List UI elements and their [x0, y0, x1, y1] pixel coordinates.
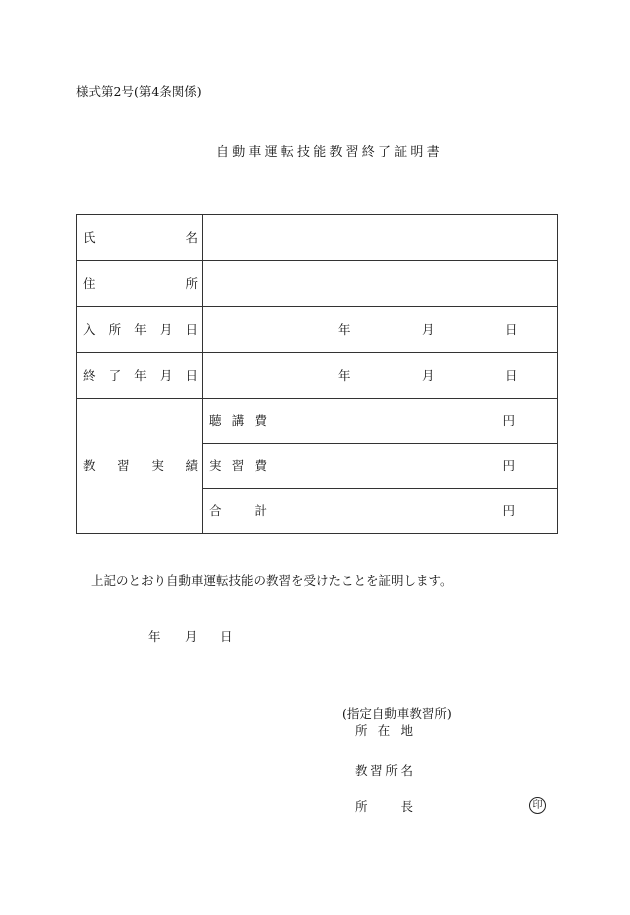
record-label-char: 実	[151, 457, 164, 473]
school-name-label-char: 名	[400, 763, 413, 778]
row-lecture-fee	[77, 399, 558, 444]
completion-label-char: 年	[134, 367, 147, 383]
completion-month-unit: 月	[422, 367, 435, 383]
row-admission-date	[77, 307, 558, 353]
record-label-char: 績	[185, 457, 198, 473]
school-name-label-char: 所	[385, 763, 398, 778]
practical-fee-label-char: 費	[254, 457, 267, 473]
admission-label-char: 入	[83, 321, 96, 337]
total-label-char: 計	[254, 502, 267, 518]
record-label-char: 教	[83, 457, 96, 473]
completion-year-unit: 年	[338, 367, 351, 383]
admission-month-unit: 月	[422, 321, 435, 337]
address-label-char: 所	[185, 275, 198, 291]
row-address	[77, 261, 558, 307]
record-label-char: 習	[117, 457, 130, 473]
completion-label-char: 日	[185, 367, 198, 383]
address-label-cell	[77, 261, 203, 307]
certificate-table	[76, 214, 558, 534]
record-label-cell	[77, 399, 203, 534]
completion-day-unit: 日	[505, 367, 518, 383]
certification-statement: 上記のとおり自動車運転技能の教習を受けたことを証明します。	[91, 573, 453, 588]
school-head-label-char: 所	[355, 799, 368, 814]
school-name-label-char: 習	[370, 763, 383, 778]
practical-fee-field[interactable]	[203, 444, 558, 489]
admission-date-field[interactable]	[203, 307, 558, 353]
total-yen: 円	[502, 502, 515, 518]
issue-day-unit: 日	[220, 629, 233, 644]
document-title: 自動車運転技能教習終了証明書	[216, 145, 443, 160]
admission-label-char: 月	[159, 321, 173, 337]
admission-label-char: 年	[134, 321, 147, 337]
school-name-label	[355, 765, 413, 778]
school-address-label-char: 在	[377, 723, 391, 738]
lecture-fee-yen: 円	[502, 412, 515, 428]
completion-label-char: 月	[159, 367, 173, 383]
practical-fee-label-char: 習	[231, 457, 245, 473]
address-label-char: 住	[83, 275, 96, 291]
completion-label-char: 終	[83, 367, 96, 383]
total-label-char: 合	[209, 502, 222, 518]
school-head-label	[355, 801, 413, 814]
total-field[interactable]	[203, 489, 558, 534]
school-head-label-char: 長	[400, 799, 413, 814]
admission-day-unit: 日	[505, 321, 518, 337]
admission-year-unit: 年	[338, 321, 351, 337]
seal-mark: 印	[529, 797, 546, 814]
admission-label-char: 所	[108, 321, 122, 337]
form-reference: 様式第2号(第4条関係)	[76, 84, 202, 99]
issue-year-unit: 年	[148, 629, 161, 644]
completion-date-field[interactable]	[203, 353, 558, 399]
lecture-fee-label-char: 講	[231, 412, 245, 428]
school-address-label-char: 地	[400, 723, 413, 738]
issue-month-unit: 月	[185, 629, 198, 644]
name-field[interactable]	[203, 215, 558, 261]
school-address-label-char: 所	[355, 723, 368, 738]
name-label-char: 氏	[83, 229, 96, 245]
lecture-fee-label-char: 聴	[209, 412, 222, 428]
address-field[interactable]	[203, 261, 558, 307]
completion-label-char: 了	[108, 367, 122, 383]
school-address-label	[355, 725, 413, 738]
row-name	[77, 215, 558, 261]
name-label-cell	[77, 215, 203, 261]
school-name-label-char: 教	[355, 763, 368, 778]
lecture-fee-field[interactable]	[203, 399, 558, 444]
completion-label-cell	[77, 353, 203, 399]
practical-fee-label-char: 実	[209, 457, 222, 473]
lecture-fee-label-char: 費	[254, 412, 267, 428]
admission-label-char: 日	[185, 321, 198, 337]
name-label-char: 名	[185, 229, 198, 245]
admission-label-cell	[77, 307, 203, 353]
practical-fee-yen: 円	[502, 457, 515, 473]
row-completion-date	[77, 353, 558, 399]
school-header: (指定自動車教習所)	[342, 706, 452, 721]
